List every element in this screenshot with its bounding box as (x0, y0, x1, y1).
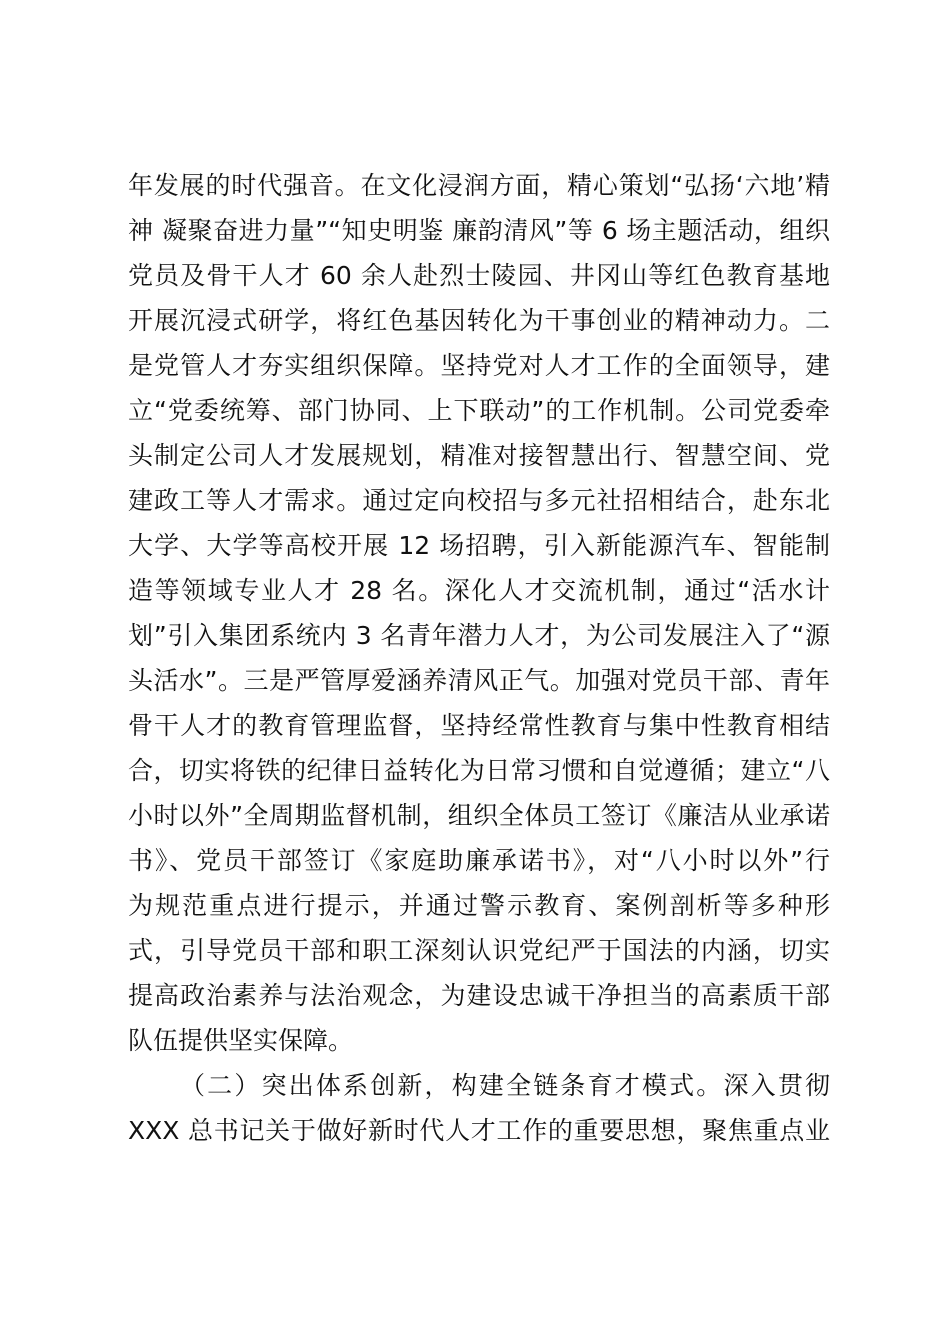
text-line: 造等领域专业人才 28 名。深化人才交流机制，通过“活水计 (128, 576, 830, 605)
text-line: 队伍提供坚实保障。 (128, 1026, 354, 1055)
text-line: 立“党委统筹、部门协同、上下联动”的工作机制。公司党委牵 (128, 396, 830, 425)
text-line: 开展沉浸式研学，将红色基因转化为干事创业的精神动力。二 (128, 306, 830, 335)
text-line: 合，切实将铁的纪律日益转化为日常习惯和自觉遵循；建立“八 (128, 756, 830, 785)
text-line: 神 凝聚奋进力量”“知史明鉴 廉韵清风”等 6 场主题活动，组织 (128, 216, 830, 245)
text-line: 骨干人才的教育管理监督，坚持经常性教育与集中性教育相结 (128, 711, 830, 740)
text-line: 建政工等人才需求。通过定向校招与多元社招相结合，赴东北 (128, 486, 830, 515)
text-line: XXX 总书记关于做好新时代人才工作的重要思想，聚焦重点业 (128, 1116, 830, 1145)
text-line: 书》、党员干部签订《家庭助廉承诺书》，对“八小时以外”行 (128, 846, 830, 875)
text-line: 式，引导党员干部和职工深刻认识党纪严于国法的内涵，切实 (128, 936, 830, 965)
text-line: 小时以外”全周期监督机制，组织全体员工签订《廉洁从业承诺 (128, 801, 830, 830)
text-line: 为规范重点进行提示，并通过警示教育、案例剖析等多种形 (128, 891, 830, 920)
text-line: 党员及骨干人才 60 余人赴烈士陵园、井冈山等红色教育基地 (128, 261, 830, 290)
text-line: 年发展的时代强音。在文化浸润方面，精心策划“弘扬‘六地’精 (128, 171, 830, 200)
text-line: 提高政治素养与法治观念，为建设忠诚干净担当的高素质干部 (128, 981, 830, 1010)
section-heading-line: （二）突出体系创新，构建全链条育才模式。深入贯彻 (180, 1071, 830, 1100)
text-line: 头活水”。三是严管厚爱涵养清风正气。加强对党员干部、青年 (128, 666, 830, 695)
text-line: 大学、大学等高校开展 12 场招聘，引入新能源汽车、智能制 (128, 531, 830, 560)
text-line: 划”引入集团系统内 3 名青年潜力人才，为公司发展注入了“源 (128, 621, 830, 650)
text-line: 头制定公司人才发展规划，精准对接智慧出行、智慧空间、党 (128, 441, 830, 470)
text-line: 是党管人才夯实组织保障。坚持党对人才工作的全面领导，建 (128, 351, 830, 380)
